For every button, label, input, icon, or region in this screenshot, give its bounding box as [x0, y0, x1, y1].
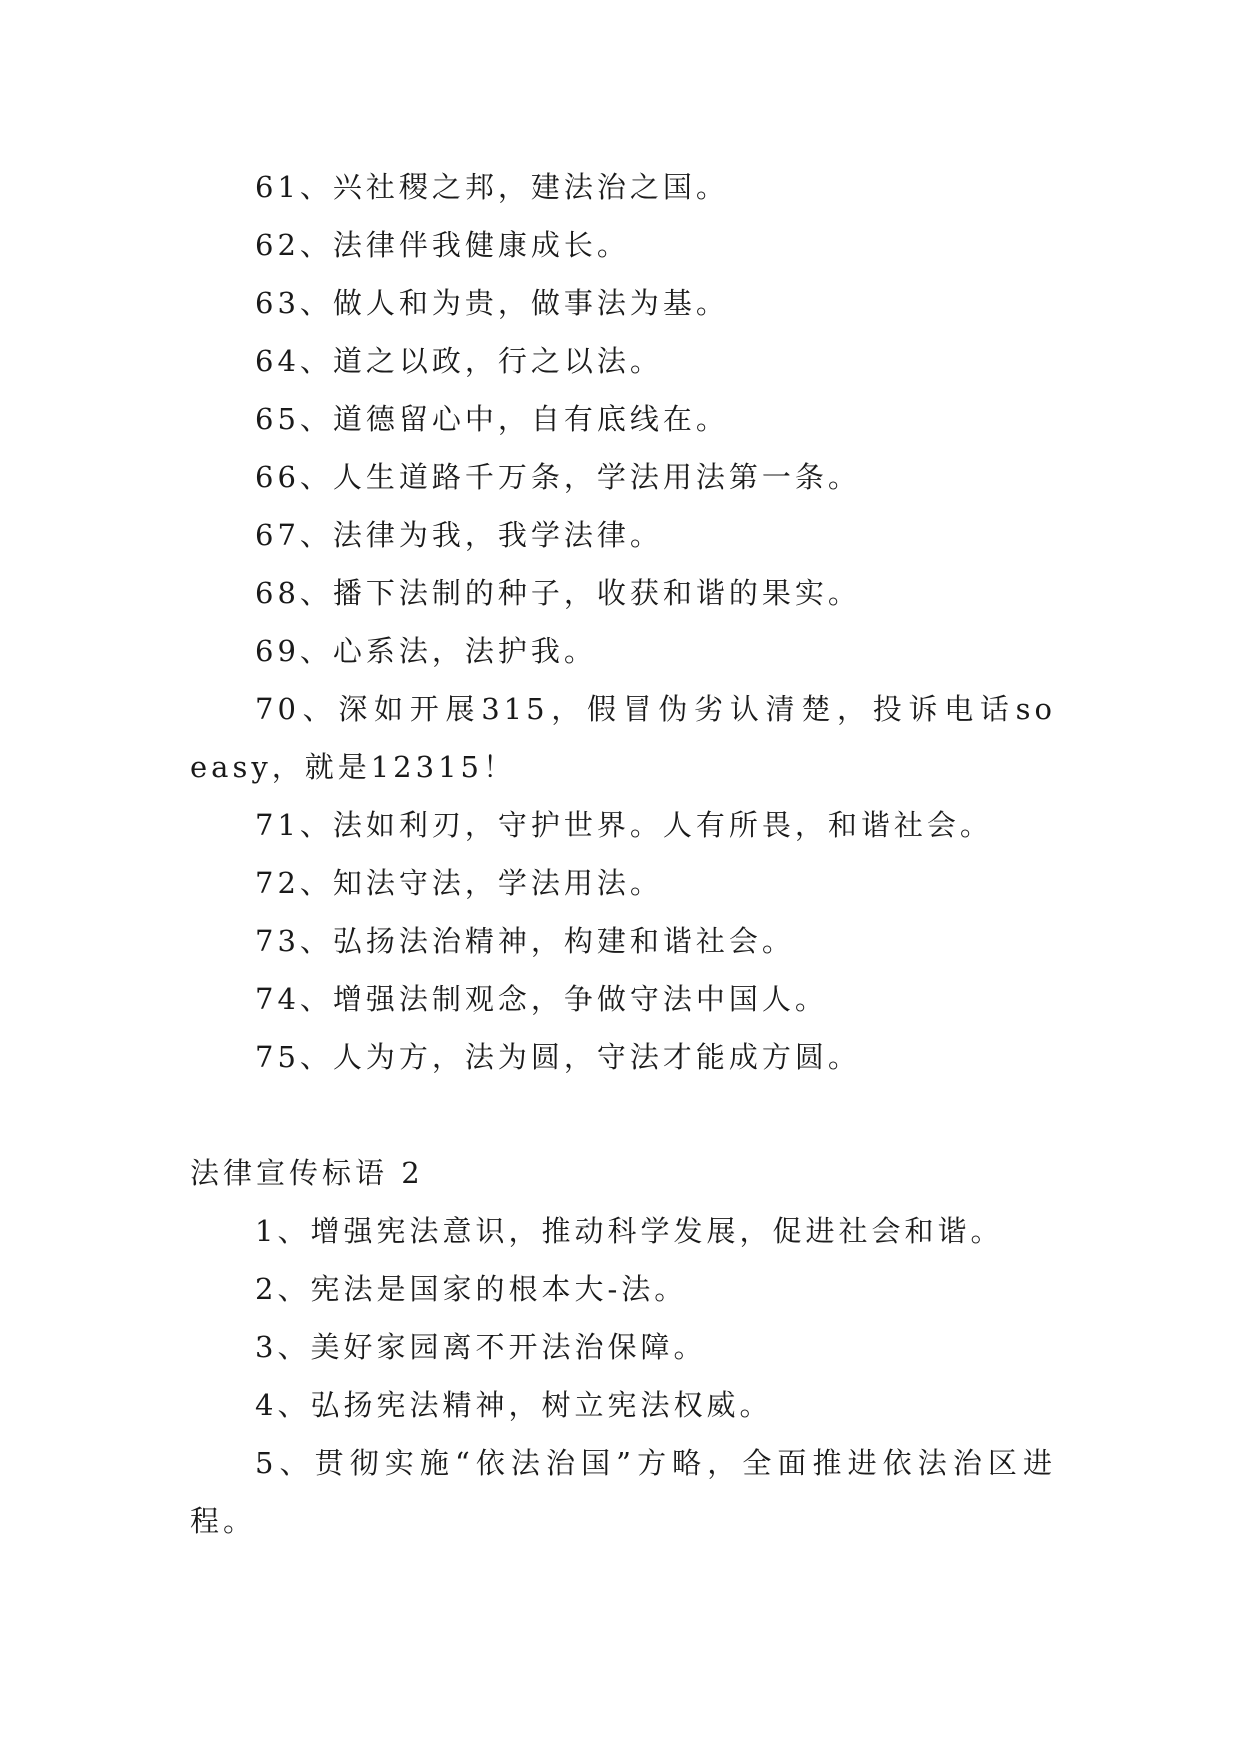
list-item: 73、弘扬法治精神，构建和谐社会。	[255, 924, 795, 958]
list-item: 64、道之以政，行之以法。	[255, 344, 663, 378]
section-heading: 法律宣传标语 2	[190, 1156, 424, 1190]
list-item: 62、法律伴我健康成长。	[255, 228, 630, 262]
list-item: 4、弘扬宪法精神，树立宪法权威。	[255, 1388, 773, 1422]
list-item: 5、贯彻实施“依法治国”方略，全面推进依法治区进程。	[190, 1446, 1056, 1538]
list-item: 71、法如利刃，守护世界。人有所畏，和谐社会。	[255, 808, 993, 842]
list-item: 67、法律为我，我学法律。	[255, 518, 663, 552]
list-item: 70、深如开展315，假冒伪劣认清楚，投诉电话so easy，就是12315！	[190, 692, 1056, 784]
list-item: 74、增强法制观念，争做守法中国人。	[255, 982, 828, 1016]
list-item: 1、增强宪法意识，推动科学发展，促进社会和谐。	[255, 1214, 1004, 1248]
list-item: 3、美好家园离不开法治保障。	[255, 1330, 707, 1364]
list-item: 68、播下法制的种子，收获和谐的果实。	[255, 576, 861, 610]
list-item: 61、兴社稷之邦，建法治之国。	[255, 170, 729, 204]
list-item: 2、宪法是国家的根本大-法。	[255, 1272, 688, 1306]
list-item: 65、道德留心中，自有底线在。	[255, 402, 729, 436]
list-item: 69、心系法，法护我。	[255, 634, 597, 668]
list-item: 63、做人和为贵，做事法为基。	[255, 286, 729, 320]
document-body	[190, 158, 1056, 1550]
list-item: 72、知法守法，学法用法。	[255, 866, 663, 900]
list-item: 75、人为方，法为圆，守法才能成方圆。	[255, 1040, 861, 1074]
list-item: 66、人生道路千万条，学法用法第一条。	[255, 460, 861, 494]
section-gap	[190, 1086, 1056, 1144]
